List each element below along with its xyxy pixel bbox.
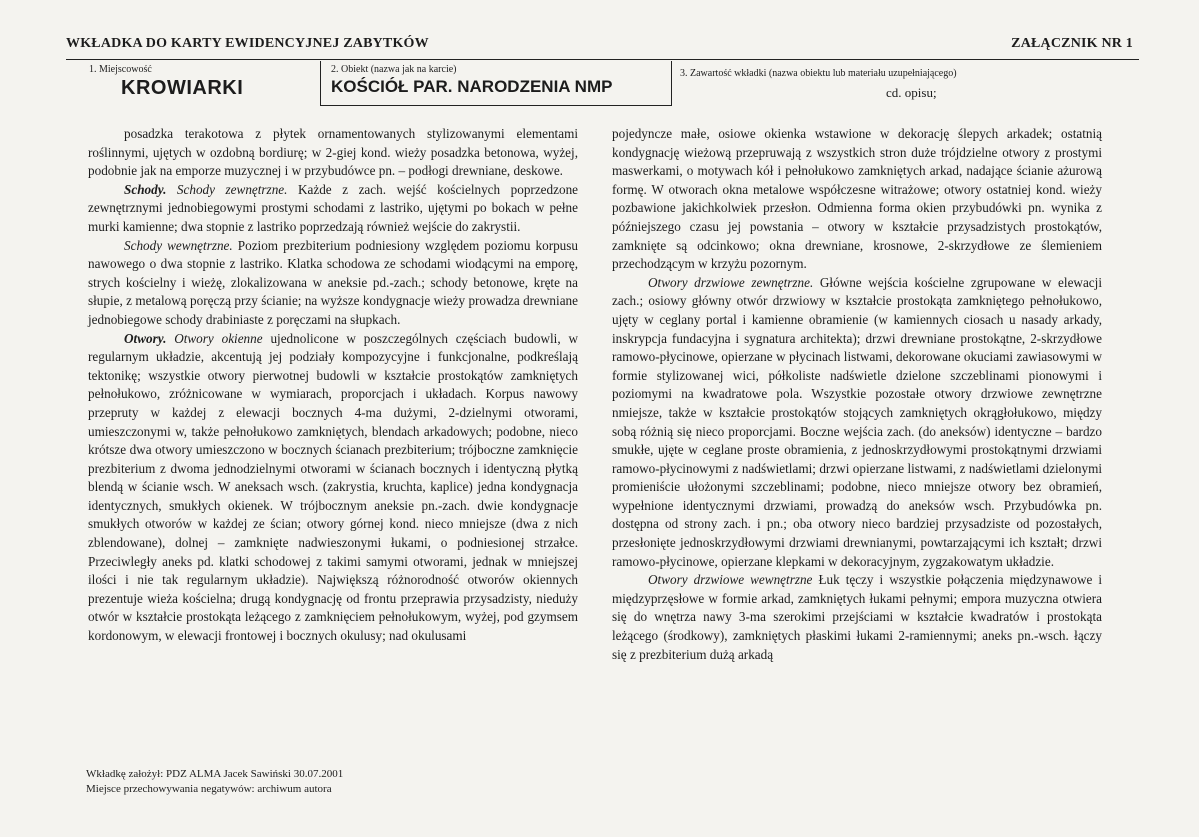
location-value: KROWIARKI: [121, 77, 244, 99]
paragraph: [88, 237, 578, 330]
object-value: KOŚCIÓŁ PAR. NARODZENIA NMP: [331, 77, 613, 96]
document-header: [66, 36, 1133, 52]
subsection-heading: Otwory okienne: [174, 330, 263, 346]
negatives-location-line: Miejsce przechowywania negatywów: archiwum autora: [86, 783, 332, 795]
paragraph: [88, 330, 578, 646]
section-heading: Schody.: [124, 181, 167, 197]
section-heading: Otwory.: [124, 330, 167, 346]
paragraph-text: Łuk tęczy i wszystkie połączenia międzynawowe i międzyprzęsłowe w formie arkad, zamkniętych łukami pełnymi; empora muzyczna otwiera się do wnętrza nawy 3-ma szerokimi przejściami w kształcie kwadratów i prostokąta leżącego (środkowy), zamkniętych płaskimi łukami 2-ramiennymi; aneks pn.-wsch. łączy się z prezbiterium dużą arkadą: [612, 572, 1103, 662]
paragraph-text: pojedyncze małe, osiowe okienka wstawione w dekorację ślepych arkadek; ostatnią kondygnację wieżową przepruwają z wszystkich stron duże trójdzielne otwory z prostymi maswerkami, o motywach kół i pełnołukowo zamkniętych arkad, nadające ścianie ażurową formę. W otworach okna metalowe współczesne witrażowe; otwory ostatniej kond. wieży pozbawione jakichkolwiek przesłon. Odmienna forma okien przybudówki pn. wynika z późniejszego czasu jej powstania – otwory w kształcie przysadzistych prostokątów, zamknięte są odcinkowo; okna drewniane, krosnowe, 2-skrzydłowe ze ślemieniem przechodzącym w krzyżu pozornym.: [612, 126, 1102, 272]
content-value: cd. opisu;: [886, 85, 937, 100]
subsection-heading: Schody wewnętrzne.: [124, 237, 233, 253]
paragraph: [612, 125, 1102, 274]
header-title: WKŁADKA DO KARTY EWIDENCYJNEJ ZABYTKÓW: [66, 36, 429, 51]
paragraph: [88, 181, 578, 237]
paragraph: [612, 274, 1102, 572]
header-divider: [66, 59, 1139, 60]
subsection-heading: Schody zewnętrzne.: [176, 181, 288, 197]
left-column: [88, 125, 578, 646]
paragraph-text: posadzka terakotowa z płytek ornamentowanych stylizowanymi elementami roślinnymi, ujętych w ozdobną bordiurę; w 2-giej kond. wieży posadzka betonowa, wyżej, podobnie jak na emporze muzycznej i w przybudówce pn. – podłogi drewniane, deskowe.: [88, 126, 578, 179]
location-field: [85, 61, 315, 105]
object-label: 2. Obiekt (nazwa jak na karcie): [331, 64, 457, 75]
paragraph: [612, 571, 1102, 664]
right-column: [612, 125, 1102, 664]
paragraph-text: Poziom prezbiterium podniesiony względem poziomu korpusu nawowego o dwa stopnie z lastriko. Klatka schodowa ze schodami wiodącymi na emporę, strych kościelny i wieżę, zlokalizowana w aneksie pd.-zach.; schody betonowe, kręte na słupie, z metalową poręczą przy ścianie; na wyższe kondygnacje wieży prowadza drewniane jednobiegowe schody drabiniaste z poręczami na słupkach.: [88, 237, 578, 327]
paragraph-text: Główne wejścia kościelne zgrupowane w elewacji zach.; osiowy główny otwór drzwiowy w kształcie prostokąta zamkniętego pełnołukowo, ujęty w ceglany portal i kamienne obramienie (w kamiennych ciosach u nasady arkady, inskrypcja fundacyjna i sygnatura architekta); drzwi drewniane prostokątne, 2-skrzydłowe ramowo-płycinowe, opierzane w płycinach listwami, dekorowane okuciami zawiasowymi w formie stylizowanej wici, półkoliste nadświetle dzielone szczeblinami pionowymi i poziomymi na kwadratowe pola. Wszystkie pozostałe otwory drzwiowe zewnętrzne nmiejsze, także w kształcie prostokątów stojących zamkniętych okrągłołukowo, między sobą różnią się nieco proporcjami. Boczne wejścia zach. (do aneksów) identyczne – bardzo smukłe, ujęte w ceglane proste obramienia, z jednoskrzydłowymi prostokątnymi drzwiami ramowo-płycinowymi z nadświetlami; drzwi opierzane listwami, z nadświetlami dzielonymi promieniście ułożonymi szczeblinami; podobne, nieco mniejsze otwory bez obramień, wypełnione identycznymi drzwiami, prowadzą do aneksów wsch. Przybudówka pn. dostępna od strony zach. i pn.; oba otwory nieco bardziej przysadziste od pozostałych, przesłonięte jednoskrzydłowymi drzwiami drewnianymi, powtarzającymi ich kształt; drzwi ramowo-płycinowe, opierzane klepkami w dekoracyjnym, zygzakowatym układzie.: [612, 274, 1102, 569]
subsection-heading: Otwory drzwiowe wewnętrzne: [648, 572, 813, 588]
paragraph: [88, 125, 578, 181]
object-field: [320, 61, 672, 106]
content-label: 3. Zawartość wkładki (nazwa obiektu lub materiału uzupełniającego): [680, 68, 957, 79]
document-footer: [86, 767, 343, 797]
paragraph-text: ujednolicone w poszczególnych częściach budowli, w regularnym układzie, akcentują jej podziały kompozycyjne i funkcjonalne, podkreślają tektonikę; wszystkie otwory pierwotnej budowli w kształcie prostokątów zamkniętych pełnołukowo, zróżnicowane w wymiarach, proporcjach i układach. Korpus nawowy przepruty w każdej z elewacji bocznych 4-ma dużymi, 2-dzielnymi otworami, umieszczonymi w, także pełnołukowo zamkniętych, blendach arkadowych; podobne, nieco krótsze dwa otwory umieszczono w bocznych ścianach prezbiterium; trójboczne zamknięcie prezbiterium z dwoma jednodzielnymi otworami w ścianach bocznych i identyczną płytką blendą w ścianie wsch. W aneksach wsch. (zakrystia, kruchta, kaplice) jedna kondygnacja identycznych, smukłych okienek. W trójbocznym aneksie pn.-zach. dwie kondygnacje smukłych otworów w każdej ze ścian; otwory górnej kond. nieco mniejsze (dwa z nich zblendowane), dolnej – zamknięte nadwieszonymi łukami, o podniesionej strzałce. Przeciwległy aneks pd. klatki schodowej z takimi samymi otworami, jednak w mniejszej ilości i nie tak regularnym układzie). Największą różnorodność otworów okiennych prezentuje wieża kościelna; drugą kondygnację od frontu przeprawia przysadzisty, nieduży otwór w kształcie prostokąta leżącego z zamknięciem pełnołukowym, wyżej, pod gzymsem kordonowym, w elewacji frontowej i bocznych okulusy; nad okulusami: [88, 330, 578, 644]
location-label: 1. Miejscowość: [89, 64, 152, 75]
content-field: [676, 61, 1136, 105]
subsection-heading: Otwory drzwiowe zewnętrzne.: [648, 274, 814, 290]
header-attachment-number: ZAŁĄCZNIK NR 1: [1011, 36, 1133, 51]
author-line: Wkładkę założył: PDZ ALMA Jacek Sawiński 30.07.2001: [86, 768, 344, 780]
paragraph-text: Każde z zach. wejść kościelnych poprzedzone zewnętrznymi jednobiegowymi prostymi schodami z lastriko, ujętymi po bokach w pełne murki kamienne; dwa stopnie z lastriko poprzedzają również wejście do zakrystii.: [88, 181, 579, 234]
